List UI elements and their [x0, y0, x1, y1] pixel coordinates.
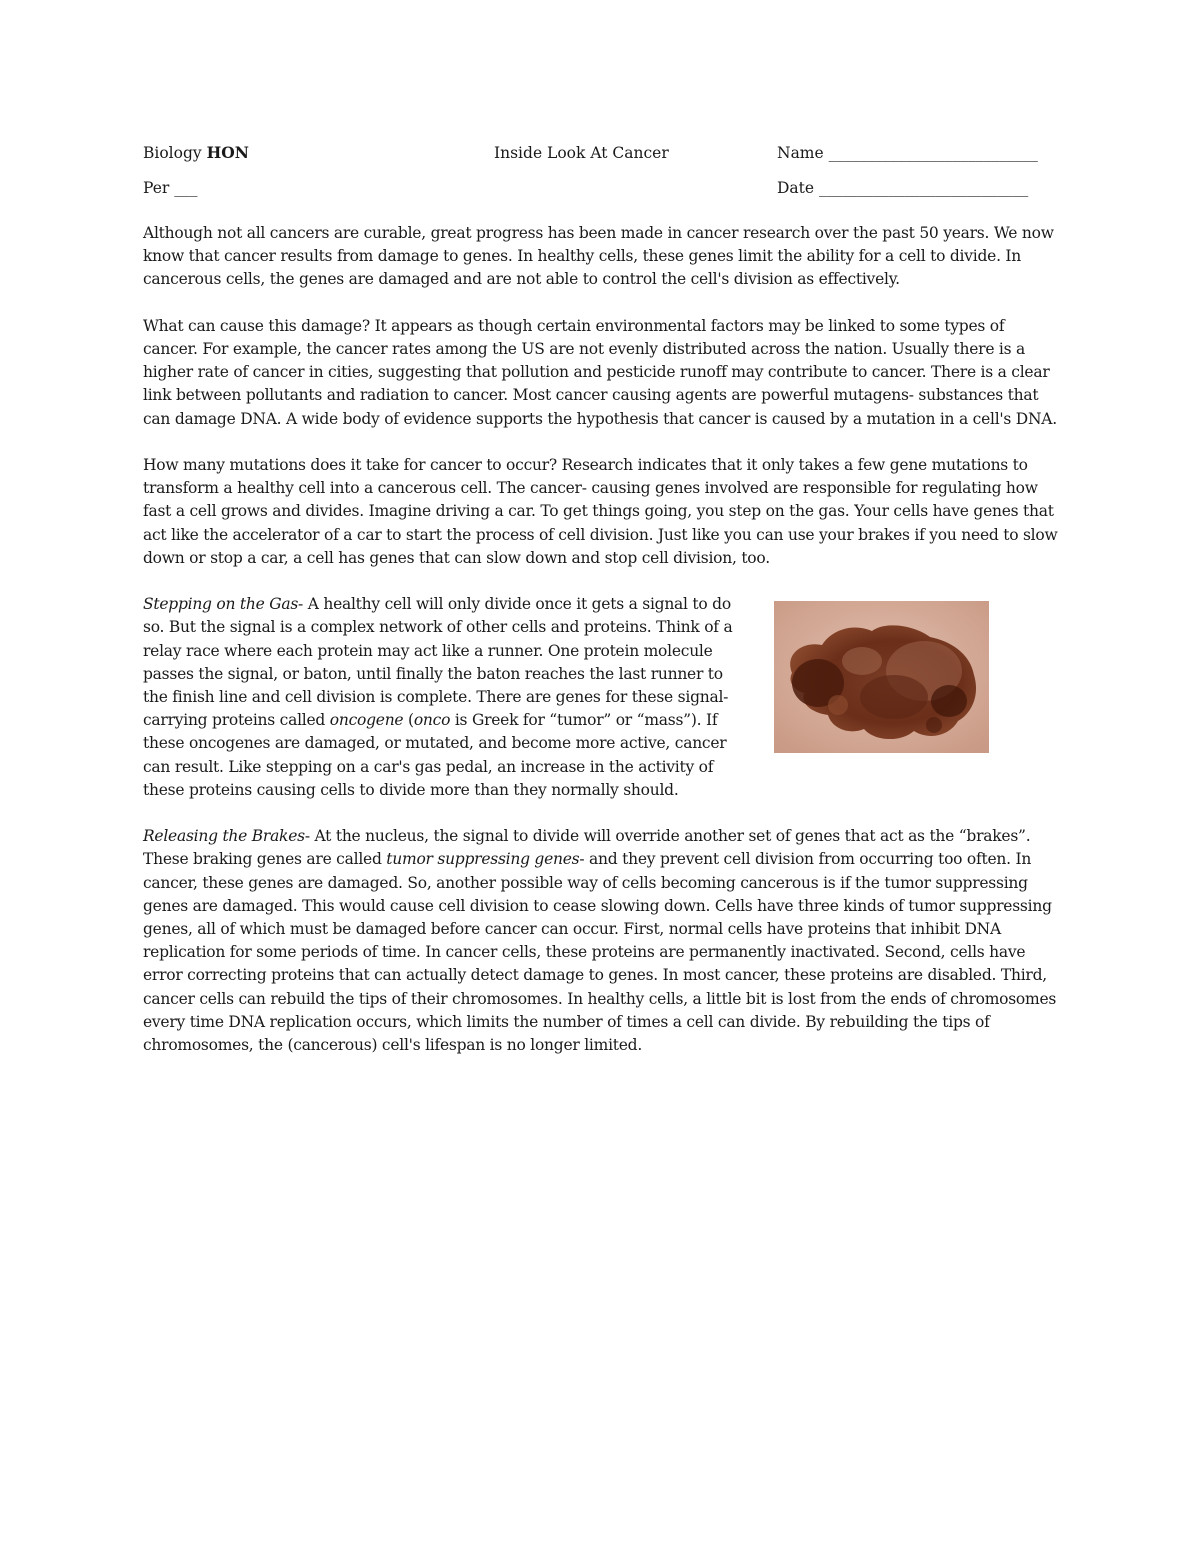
name-field[interactable]: Name ___________________________ [777, 144, 1038, 162]
course-level: HON [206, 143, 249, 162]
intro-paragraph: Although not all cancers are curable, great progress has been made in cancer research over the past 50 years. We now know that cancer results from damage to genes. In healthy cells, these genes limit the ability for a cell to divide. In cancerous cells, the genes are damaged and are not able to control the cell's division as effectively. [143, 224, 1054, 289]
releasing-brakes-paragraph [143, 825, 1061, 1057]
gas-term-oncogene: oncogene [329, 711, 404, 730]
melanoma-photo [774, 601, 989, 753]
mutations-paragraph: How many mutations does it take for cancer to occur? Research indicates that it only takes a few gene mutations to transform a healthy cell into a cancerous cell. The cancer- causing genes involved are responsible for regulating how fast a cell grows and divides. Imagine driving a car. To get things going, you step on the gas. Your cells have genes that act like the accelerator of a car to start the process of cell division. Just like you can use your brakes if you need to slow down or stop a car, a cell has genes that can slow down and stop cell division, too. [143, 456, 1058, 567]
period-field[interactable]: Per ___ [143, 179, 198, 197]
gas-text-1: - A healthy cell will only divide once it gets a signal to do so. But the signal is a complex network of other cells and proteins. Think of a relay race where each protein may act like a runner. One protein molecule passes the signal, or baton, until finally the baton reaches the last runner to the finish line and cell division is complete. There are genes for these signal- carrying proteins called [143, 595, 733, 730]
brakes-term: tumor suppressing genes [386, 850, 580, 869]
stepping-on-gas-paragraph [143, 593, 1061, 802]
course-prefix: Biology [143, 144, 207, 162]
brakes-text-2: - and they prevent cell division from occurring too often. In cancer, these genes are damaged. So, another possible way of cells becoming cancerous is if the tumor suppressing genes are damaged. This would cause cell division to cease slowing down. Cells have three kinds of tumor suppressing genes, all of which must be damaged before cancer can occur. First, normal cells have proteins that inhibit DNA replication for some periods of time. In cancer cells, these proteins are permanently inactivated. Second, cells have error correcting proteins that can actually detect damage to genes. In most cancer, these proteins are disabled. Third, cancer cells can rebuild the tips of their chromosomes. In healthy cells, a little bit is lost from the ends of chromosomes every time DNA replication occurs, which limits the number of times a cell can divide. By rebuilding the tips of chromosomes, the (cancerous) cell's lifespan is no longer limited. [143, 850, 1057, 1055]
brakes-text-1: - At the nucleus, the signal to divide will override another set of genes that act as the “brakes”. These braking genes are called [143, 827, 1031, 869]
course-label [143, 142, 249, 164]
gas-text-3: is Greek for “tumor” or “mass”). If these oncogenes are damaged, or mutated, and become more active, cancer can result. Like stepping on a car's gas pedal, an increase in the activity of these proteins causing cells to divide more than they normally should. [143, 711, 727, 799]
melanoma-image [774, 601, 989, 753]
damage-paragraph: What can cause this damage? It appears as though certain environmental factors may be linked to some types of cancer. For example, the cancer rates among the US are not evenly distributed across the nation. Usually there is a higher rate of cancer in cities, suggesting that pollution and pesticide runoff may contribute to cancer. There is a clear link between pollutants and radiation to cancer. Most cancer causing agents are powerful mutagens- substances that can damage DNA. A wide body of evidence supports the hypothesis that cancer is caused by a mutation in a cell's DNA. [143, 316, 1057, 428]
worksheet-title: Inside Look At Cancer [494, 144, 669, 162]
article-body [143, 222, 1061, 1080]
brakes-lead: Releasing the Brakes [143, 827, 305, 846]
gas-lead: Stepping on the Gas [143, 595, 299, 614]
date-field[interactable]: Date ___________________________ [777, 179, 1029, 197]
gas-term-onco: onco [413, 711, 451, 730]
gas-text-2: ( [403, 711, 414, 730]
